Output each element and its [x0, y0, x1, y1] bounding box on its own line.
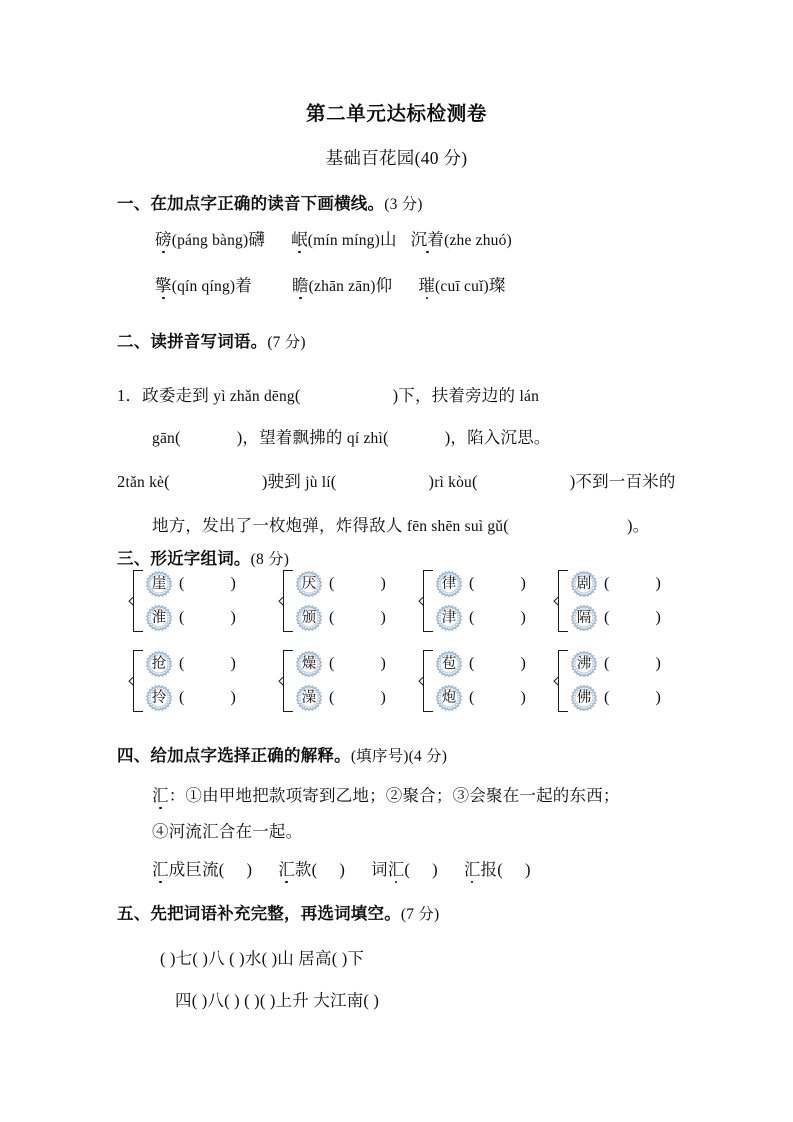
- item-1-text-d: )，陷入沉思。: [444, 428, 551, 447]
- item-1-pinyin-d: qí zhì: [346, 430, 383, 447]
- section-4-points: (填序号)(4 分): [350, 748, 448, 765]
- char-pair-group: [558, 568, 686, 633]
- character-medallion: [436, 651, 462, 677]
- char-pair-group: [133, 648, 261, 713]
- char-answer-row: [283, 568, 386, 600]
- item-2-text-a: )驶到: [261, 472, 306, 491]
- word-blank[interactable]: ( ): [179, 575, 237, 592]
- answer-4-rest: 报(: [480, 860, 503, 879]
- character-medallion: [146, 651, 172, 677]
- pinyin-tail-zhe: 着: [235, 276, 252, 295]
- word-blank[interactable]: ( ): [179, 609, 237, 626]
- char-answer-row: [133, 648, 236, 680]
- item-1-text-b: )下，扶着旁边的: [392, 386, 520, 405]
- section-2-item-1-line-1: 1．政委走到 yì zhǎn dēng( )下，扶着旁边的 lán: [117, 386, 540, 405]
- pinyin-char-chenzhuo: 沉着: [411, 226, 444, 250]
- word-blank[interactable]: ( ): [604, 689, 662, 706]
- section-1-row-1: [155, 226, 512, 250]
- char-answer-row: [283, 648, 386, 680]
- answer-1-rest: 成巨流(: [168, 860, 225, 879]
- page-subtitle: 基础百花园(40 分): [325, 148, 468, 168]
- definition-line-1: [152, 782, 620, 806]
- section-5-number: 五、: [117, 904, 151, 923]
- char-answer-row: [133, 568, 236, 600]
- section-heading-3: [117, 545, 289, 569]
- grid-character: 隔: [576, 609, 592, 626]
- word-blank[interactable]: ( ): [329, 609, 387, 626]
- grid-character: 澡: [301, 689, 317, 706]
- grid-character: 炮: [441, 689, 457, 706]
- item-1-pinyin-a: yì zhǎn dēng: [213, 388, 295, 405]
- grid-character: 拎: [151, 689, 167, 706]
- item-1-index: 1．: [117, 386, 143, 405]
- word-blank[interactable]: ( ): [469, 609, 527, 626]
- char-answer-row: [558, 682, 661, 714]
- char-answer-row: [283, 682, 386, 714]
- section-2-item-2-line-2: 地方，发出了一枚炮弹，炸得敌人 fēn shēn suì gǔ( )。: [152, 516, 650, 535]
- item-1-pinyin-b: lán: [519, 388, 540, 405]
- char-answer-row: [283, 602, 386, 634]
- pinyin-tail-yang: 仰: [375, 276, 393, 295]
- definition-char-hui: 汇: [152, 782, 169, 806]
- word-blank[interactable]: ( ): [179, 655, 237, 672]
- section-4-title: 给加点字选择正确的解释。: [150, 746, 351, 765]
- pinyin-options-zhuo[interactable]: (zhe zhuó): [444, 232, 512, 249]
- grid-character: 燥: [301, 655, 317, 672]
- item-1-text-c: )，望着飘拂的: [236, 428, 347, 447]
- grid-character: 律: [441, 575, 457, 592]
- pinyin-options-bang[interactable]: (páng bàng): [171, 232, 249, 249]
- character-medallion: [571, 651, 597, 677]
- section-4-answer-row: 汇成巨流( ) 汇款( ) 词汇( ) 汇报( ): [152, 856, 531, 880]
- character-medallion: [146, 685, 172, 711]
- definition-text-1: ：①由甲地把款项寄到乙地；②聚合；③会聚在一起的东西；: [168, 786, 620, 805]
- pinyin-char-qing: 擎: [155, 272, 172, 296]
- pinyin-options-min[interactable]: (mín míng): [307, 232, 380, 249]
- item-2-text-d: 地方，发出了一枚炮弹，炸得敌人: [152, 516, 407, 535]
- pinyin-char-cui: 璀: [418, 272, 435, 296]
- char-answer-row: [423, 648, 526, 680]
- word-blank[interactable]: ( ): [469, 655, 527, 672]
- pinyin-char-bang: 磅: [155, 226, 172, 250]
- item-2-pinyin-c: rì kòu: [434, 474, 472, 491]
- character-medallion: [571, 571, 597, 597]
- character-medallion: [436, 685, 462, 711]
- pinyin-options-qing[interactable]: (qín qíng): [171, 278, 236, 295]
- grid-character: 崖: [151, 575, 167, 592]
- item-2-index: 2: [117, 472, 126, 491]
- char-answer-row: [423, 602, 526, 634]
- pinyin-tail-bo: 礴: [248, 230, 266, 249]
- grid-character: 津: [441, 609, 457, 626]
- answer-4-char: 汇: [464, 856, 481, 880]
- section-2-number: 二、: [117, 332, 151, 351]
- pinyin-tail-shan: 山: [379, 230, 397, 249]
- answer-3-rest: (: [404, 860, 411, 879]
- character-medallion: [146, 571, 172, 597]
- character-medallion: [436, 605, 462, 631]
- section-heading-4: [117, 742, 447, 766]
- word-blank[interactable]: ( ): [329, 655, 387, 672]
- word-blank[interactable]: ( ): [604, 655, 662, 672]
- section-heading-2: [117, 328, 306, 352]
- section-2-item-1-line-2: gān( )，望着飘拂的 qí zhì( )，陷入沉思。: [152, 428, 551, 447]
- answer-2-rest: 款(: [294, 860, 318, 879]
- item-2-text-e: )。: [626, 516, 650, 535]
- char-pair-group: [133, 568, 261, 633]
- word-blank[interactable]: ( ): [469, 575, 527, 592]
- item-1-text-a: 政委走到: [142, 386, 214, 405]
- character-word-grid: [133, 568, 678, 713]
- pinyin-char-zhan: 瞻: [292, 272, 309, 296]
- grid-character: 佛: [576, 689, 592, 706]
- idiom-row-2[interactable]: 四( )八( ) ( )( )上升 大江南( ): [175, 991, 380, 1010]
- word-blank[interactable]: ( ): [604, 609, 662, 626]
- section-1-row-2: [155, 272, 506, 296]
- section-heading-1: [117, 190, 423, 214]
- character-medallion: [296, 685, 322, 711]
- item-2-text-c: )不到一百米的: [569, 472, 676, 491]
- grid-character: 颁: [301, 609, 317, 626]
- answer-1-char: 汇: [152, 856, 169, 880]
- char-pair-group: [283, 648, 411, 713]
- section-3-title: 形近字组词。: [150, 549, 251, 568]
- word-blank[interactable]: ( ): [604, 575, 662, 592]
- answer-2-char: 汇: [278, 856, 295, 880]
- grid-character: 厌: [301, 575, 317, 592]
- character-medallion: [571, 685, 597, 711]
- grid-character: 剧: [576, 575, 592, 592]
- grid-character: 抢: [151, 655, 167, 672]
- pinyin-options-zhan[interactable]: (zhān zān): [308, 278, 376, 295]
- grid-character: 淮: [151, 609, 167, 626]
- section-2-item-2-line-1: 2tǎn kè( )驶到 jù lí( )rì kòu( )不到一百米的: [117, 472, 676, 491]
- char-pair-group: [423, 568, 551, 633]
- section-3-points: (8 分): [250, 551, 290, 568]
- word-blank[interactable]: ( ): [329, 689, 387, 706]
- item-2-pinyin-a: tǎn kè: [125, 474, 165, 491]
- word-blank[interactable]: ( ): [179, 689, 237, 706]
- section-3-number: 三、: [117, 549, 151, 568]
- character-medallion: [436, 571, 462, 597]
- word-blank[interactable]: ( ): [329, 575, 387, 592]
- section-2-points: (7 分): [267, 334, 306, 351]
- char-answer-row: [558, 568, 661, 600]
- char-pair-group: [558, 648, 686, 713]
- page-title: 第二单元达标检测卷: [306, 102, 487, 125]
- section-1-points: (3 分): [384, 196, 423, 213]
- char-answer-row: [423, 568, 526, 600]
- char-pair-group: [283, 568, 411, 633]
- character-medallion: [296, 651, 322, 677]
- grid-character: 苞: [441, 655, 457, 672]
- section-2-title: 读拼音写词语。: [150, 332, 268, 351]
- section-heading-5: [117, 900, 439, 924]
- definition-line-2: ④河流汇合在一起。: [152, 822, 303, 841]
- character-medallion: [296, 571, 322, 597]
- idiom-row-1[interactable]: ( )七( )八 ( )水( )山 居高( )下: [160, 949, 365, 968]
- char-answer-row: [558, 648, 661, 680]
- section-4-number: 四、: [117, 746, 151, 765]
- char-answer-row: [558, 602, 661, 634]
- item-2-text-b: ): [428, 472, 435, 491]
- section-5-title: 先把词语补充完整，再选词填空。: [150, 904, 401, 923]
- answer-3-char: 汇: [388, 856, 405, 880]
- section-5-points: (7 分): [400, 906, 440, 923]
- char-pair-group: [423, 648, 551, 713]
- section-1-title: 在加点字正确的读音下画横线。: [150, 194, 385, 213]
- pinyin-options-cui[interactable]: (cuī cuǐ): [435, 278, 489, 295]
- pinyin-char-min: 岷: [291, 226, 308, 250]
- item-2-pinyin-b: jù lí: [305, 474, 331, 491]
- item-2-pinyin-d: fēn shēn suì gǔ: [406, 518, 504, 535]
- item-1-pinyin-c: gān: [152, 430, 175, 447]
- pinyin-tail-can: 璨: [488, 276, 506, 295]
- grid-character: 沸: [576, 655, 592, 672]
- character-medallion: [146, 605, 172, 631]
- section-1-number: 一、: [117, 194, 151, 213]
- character-medallion: [296, 605, 322, 631]
- char-answer-row: [133, 602, 236, 634]
- answer-3-prefix: 词: [371, 860, 388, 879]
- character-medallion: [571, 605, 597, 631]
- word-blank[interactable]: ( ): [469, 689, 527, 706]
- char-answer-row: [423, 682, 526, 714]
- char-answer-row: [133, 682, 236, 714]
